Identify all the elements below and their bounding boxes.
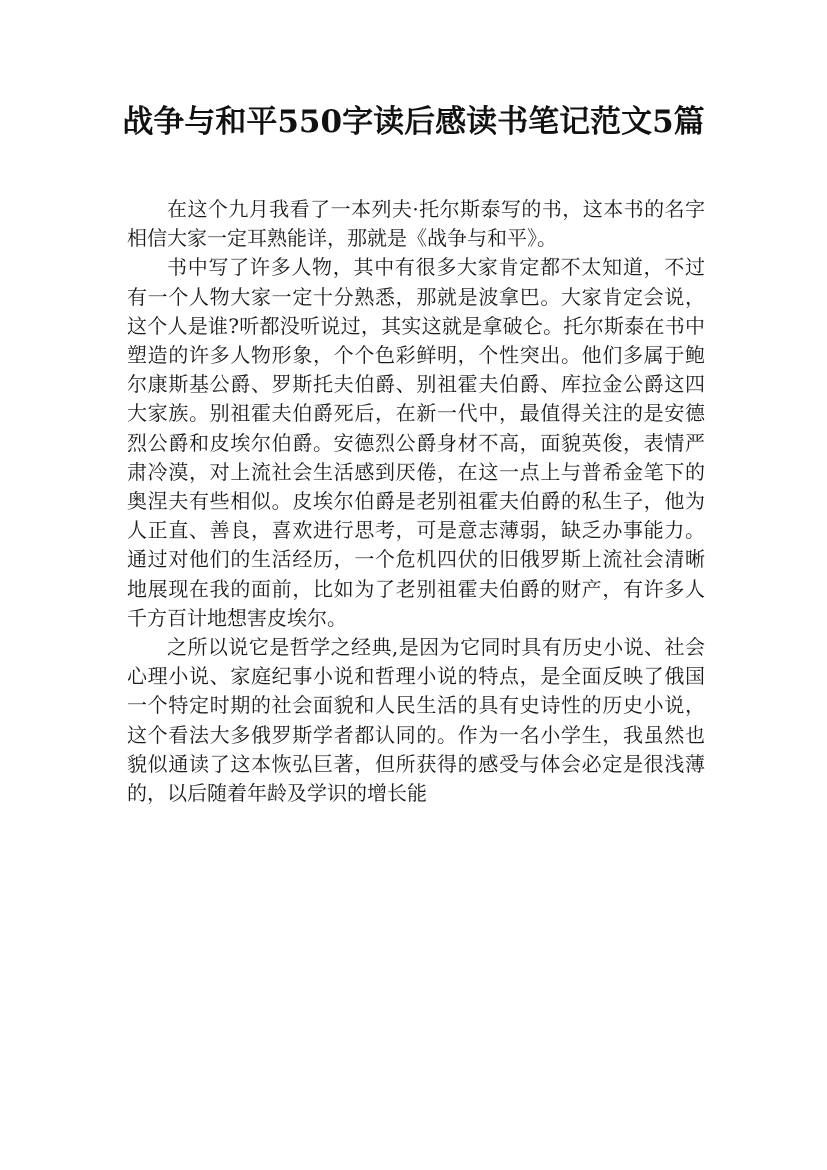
paragraph-1: 在这个九月我看了一本列夫·托尔斯泰写的书，这本书的名字相信大家一定耳熟能详，那就是《战争与和平》。 (127, 197, 705, 251)
paragraph-2: 书中写了许多人物，其中有很多大家肯定都不太知道，不过有一个人物大家一定十分熟悉，那就是波拿巴。大家肯定会说，这个人是谁?听都没听说过，其实这就是拿破仑。托尔斯泰在书中塑造的许多人物形象，个个色彩鲜明，个性突出。他们多属于鲍尔康斯基公爵、罗斯托夫伯爵、别祖霍夫伯爵、库拉金公爵这四大家族。别祖霍夫伯爵死后，在新一代中，最值得关注的是安德烈公爵和皮埃尔伯爵。安德烈公爵身材不高，面貌英俊，表情严肃冷漠，对上流社会生活感到厌倦，在这一点上与普希金笔下的奥涅夫有些相似。皮埃尔伯爵是老别祖霍夫伯爵的私生子，他为人正直、善良，喜欢进行思考，可是意志薄弱，缺乏办事能力。通过对他们的生活经历，一个危机四伏的旧俄罗斯上流社会清晰地展现在我的面前，比如为了老别祖霍夫伯爵的财产，有许多人千方百计地想害皮埃尔。 (127, 255, 705, 630)
paragraph-3: 之所以说它是哲学之经典,是因为它同时具有历史小说、社会心理小说、家庭纪事小说和哲理小说的特点，是全面反映了俄国一个特定时期的社会面貌和人民生活的具有史诗性的历史小说，这个看法大多俄罗斯学者都认同的。作为一名小学生，我虽然也貌似通读了这本恢弘巨著，但所获得的感受与体会必定是很浅薄的，以后随着年龄及学识的增长能 (127, 635, 705, 806)
document-title: 战争与和平550字读后感读书笔记范文5篇 (122, 104, 705, 140)
document-body (127, 195, 705, 808)
